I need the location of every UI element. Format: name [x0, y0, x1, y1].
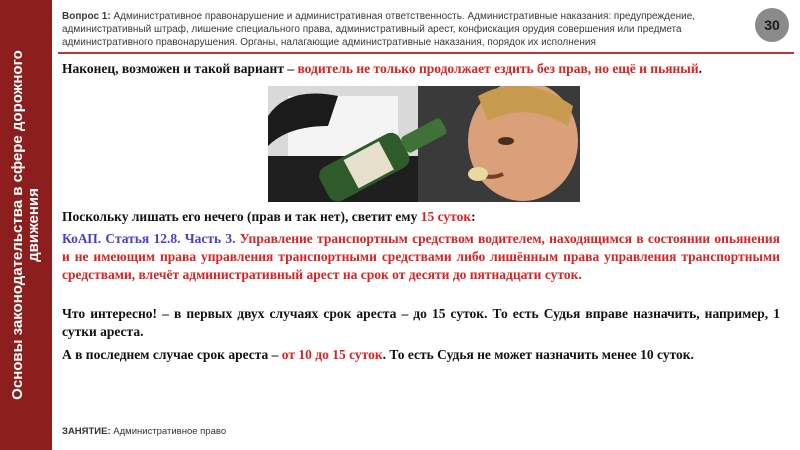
slide-header	[62, 10, 752, 49]
sidebar	[0, 0, 52, 450]
footer-label: ЗАНЯТИЕ:	[62, 426, 111, 437]
photo-illustration	[268, 86, 580, 202]
p4-end: . То есть Судья не может назначить менее 10 суток.	[382, 347, 694, 362]
intro-paragraph	[62, 60, 780, 78]
intro-highlight: водитель не только продолжает ездить без прав, но ещё и пьяный	[297, 61, 699, 76]
paragraph-1	[62, 208, 780, 226]
p2-reference: КоАП. Статья 12.8. Часть 3.	[62, 231, 236, 246]
header-divider	[58, 52, 794, 54]
p1-end: :	[471, 209, 476, 224]
p4-highlight: от 10 до 15 суток	[281, 347, 383, 362]
p2-text: Управление транспортным средством водителем, находящимся в состоянии опьянения и не имеющим права управления транспортными средствами либо лишённым права управления транспортными средствами, влечёт административный арест на срок от десяти до пятнадцати суток.	[62, 231, 781, 282]
paragraph-2	[62, 230, 780, 284]
footer-value: Административное право	[110, 426, 227, 437]
header-text: Административное правонарушение и административная ответственность. Административные наказания: предупреждение, административный штраф, лишение специального права, административный арест, конфискация орудия совершения или предмета административного правонарушения. Органы, налагающие административные наказания, порядок их исполнения	[62, 11, 696, 48]
sidebar-title: Основы законодательства в сфере дорожного движения	[9, 50, 42, 400]
intro-text: Наконец, возможен и такой вариант –	[62, 61, 298, 76]
paragraph-3	[62, 305, 780, 341]
footer	[62, 426, 226, 437]
driver-drinking-photo	[268, 86, 580, 202]
header-lead: Вопрос 1:	[62, 11, 111, 22]
p1-text: Поскольку лишать его нечего (прав и так нет), светит ему	[62, 209, 421, 224]
slide-number-badge: 30	[755, 8, 789, 42]
p1-highlight: 15 суток	[420, 209, 472, 224]
p4-text: А в последнем случае срок ареста –	[62, 347, 282, 362]
intro-end: .	[698, 61, 702, 76]
p3-text: Что интересно! – в первых двух случаях срок ареста – до 15 суток. То есть Судья вправе назначить, например, 1 сутки ареста.	[62, 306, 780, 339]
paragraph-4	[62, 346, 780, 364]
